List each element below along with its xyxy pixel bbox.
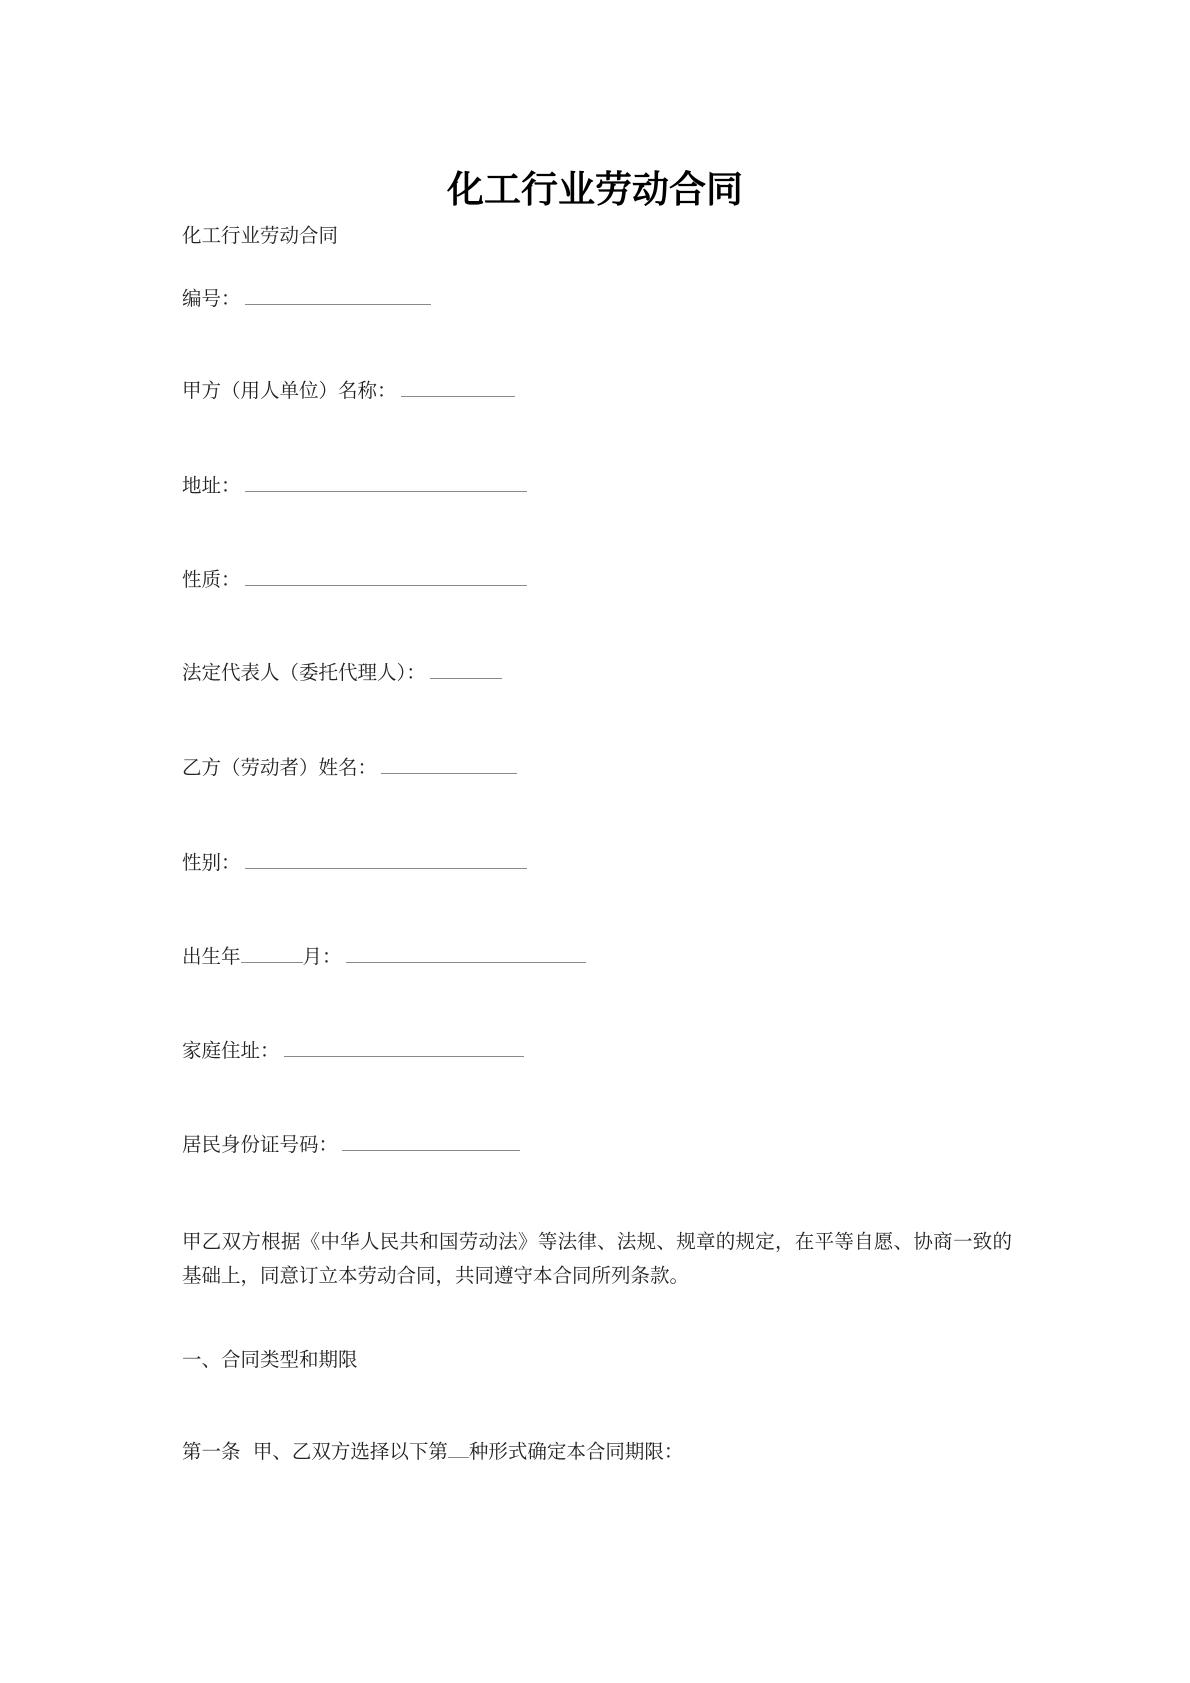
field-label: 居民身份证号码： — [182, 1133, 339, 1156]
field-contract-number — [182, 286, 431, 312]
field-label: 地址： — [182, 474, 241, 497]
field-label: 乙方（劳动者）姓名： — [182, 756, 378, 779]
field-address — [182, 473, 527, 499]
id-number-input[interactable] — [342, 1132, 520, 1151]
preamble-paragraph: 甲乙双方根据《中华人民共和国劳动法》等法律、法规、规章的规定，在平等自愿、协商一致的基础上，同意订立本劳动合同，共同遵守本合同所列条款。 — [182, 1230, 1012, 1287]
field-gender — [182, 850, 527, 876]
field-home-address — [182, 1038, 524, 1064]
home-address-input[interactable] — [284, 1038, 524, 1057]
nature-input[interactable] — [245, 567, 527, 586]
field-label: 家庭住址： — [182, 1039, 280, 1062]
employee-name-input[interactable] — [381, 755, 517, 774]
field-label: 甲方（用人单位）名称： — [182, 379, 397, 402]
section-heading: 一、合同类型和期限 — [182, 1348, 358, 1371]
field-nature — [182, 567, 527, 593]
birth-month-input[interactable] — [346, 944, 586, 963]
field-label: 出生年 — [182, 945, 241, 968]
field-label: 编号： — [182, 287, 241, 310]
clause-1 — [182, 1439, 683, 1465]
field-label: 法定代表人（委托代理人）： — [182, 661, 426, 684]
field-employee-name — [182, 755, 517, 781]
clause-text-prefix: 第一条 甲、乙双方选择以下第 — [182, 1440, 448, 1463]
field-label: 性质： — [182, 568, 241, 591]
field-label: 月： — [302, 945, 342, 968]
field-label: 性别： — [182, 851, 241, 874]
field-employer-name — [182, 378, 515, 404]
field-id-number — [182, 1132, 520, 1158]
gender-input[interactable] — [245, 850, 527, 869]
contract-form-choice-input[interactable] — [448, 1439, 469, 1458]
birth-year-input[interactable] — [241, 944, 303, 963]
document-subtitle: 化工行业劳动合同 — [182, 224, 339, 247]
document-title: 化工行业劳动合同 — [447, 167, 743, 211]
field-legal-representative — [182, 660, 502, 686]
legal-representative-input[interactable] — [430, 660, 502, 679]
employer-name-input[interactable] — [401, 378, 515, 397]
field-birth-date — [182, 944, 586, 970]
contract-number-input[interactable] — [245, 286, 431, 305]
address-input[interactable] — [245, 473, 527, 492]
clause-text-suffix: 种形式确定本合同期限： — [468, 1440, 684, 1463]
